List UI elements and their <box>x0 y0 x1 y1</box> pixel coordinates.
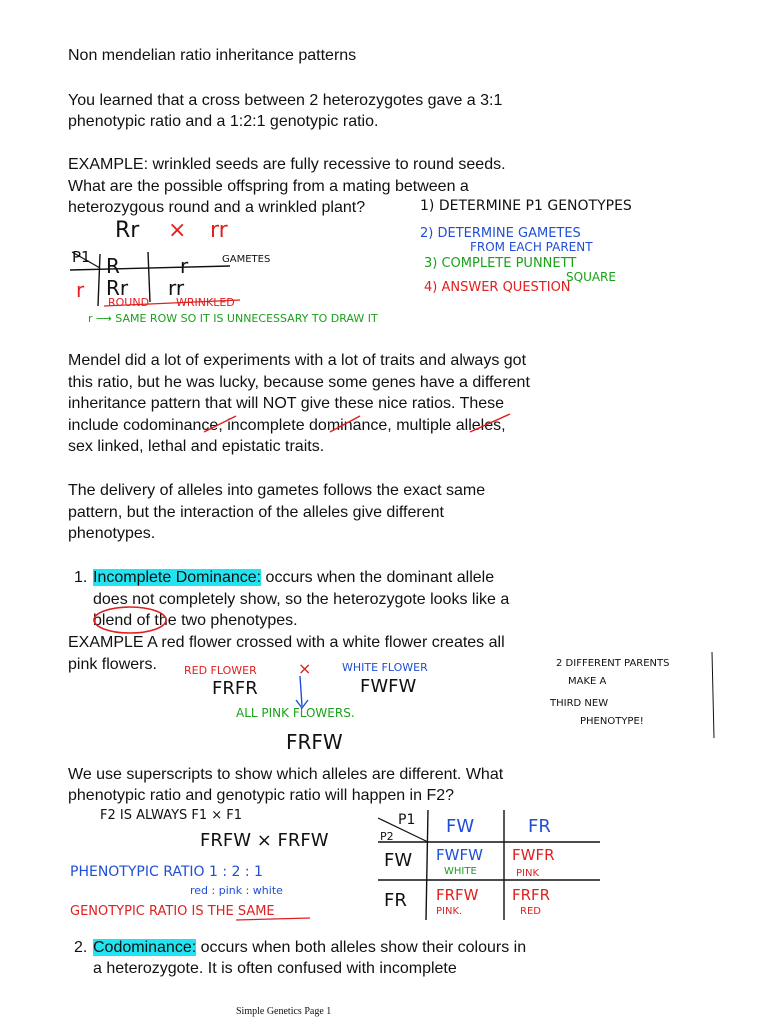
hand-round: ROUND <box>108 296 150 309</box>
grid-cell-pink-1: PINK <box>516 868 540 879</box>
mendel-line-5: sex linked, lethal and epistatic traits. <box>68 438 325 455</box>
item-1-line-3: blend of the two phenotypes. <box>93 612 298 629</box>
hand-cross-rr1: Rr <box>115 218 140 243</box>
hand-note-1: 2 DIFFERENT PARENTS <box>556 658 670 669</box>
hand-step-2b: FROM EACH PARENT <box>470 240 593 254</box>
example-line-3: heterozygous round and a wrinkled plant? <box>68 199 366 216</box>
hand-gamete-r: r <box>180 254 189 278</box>
punnett-2-vline-a <box>426 810 428 920</box>
mendel-line-4: include codominance, incomplete dominance, multiple alleles, <box>68 417 506 434</box>
item-2-line-2: a heterozygote. It is often confused with incomplete <box>93 960 457 977</box>
grid-cell-white: WHITE <box>444 866 477 877</box>
superscripts-line-2: phenotypic ratio and genotypic ratio will happen in F2? <box>68 787 455 804</box>
hand-step-4: 4) ANSWER QUESTION <box>424 280 571 295</box>
item-1-rest: occurs when the dominant allele <box>261 569 495 586</box>
hand-step-2a: 2) DETERMINE GAMETES <box>420 226 581 241</box>
hand-cross-rr2: rr <box>210 218 228 243</box>
item-1-example-2: pink flowers. <box>68 656 157 673</box>
hand-note-2: MAKE A <box>568 676 607 687</box>
hand-same-row: r ⟶ SAME ROW SO IT IS UNNECESSARY TO DRAW IT <box>88 312 378 325</box>
hand-gamete-R: R <box>106 254 120 278</box>
grid-row-fw: FW <box>384 850 413 871</box>
intro-line-1: You learned that a cross between 2 heterozygotes gave a 3:1 <box>68 92 503 109</box>
hand-step-3a: 3) COMPLETE PUNNETT <box>424 256 577 271</box>
grid-p2: P2 <box>380 830 394 843</box>
hand-cell-rr: rr <box>168 276 185 300</box>
grid-cell-red: RED <box>520 906 541 917</box>
hand-red-flower: RED FLOWER <box>184 664 257 677</box>
delivery-line-2: pattern, but the interaction of the alleles give different <box>68 504 444 521</box>
example-line-1: EXAMPLE: wrinkled seeds are fully recessive to round seeds. <box>68 156 506 173</box>
grid-cell-rw: FRFW <box>436 886 479 904</box>
superscripts-line-1: We use superscripts to show which alleles are different. What <box>68 766 504 783</box>
punnett-1-vline-b <box>148 252 150 302</box>
item-1-number: 1. <box>74 569 88 586</box>
item-2-number: 2. <box>74 939 88 956</box>
hand-f2-always: F2 IS ALWAYS F1 × F1 <box>100 808 243 823</box>
item-1-line-2: does not completely show, so the heterozygote looks like a <box>93 591 510 608</box>
hand-wrinkled: WRINKLED <box>176 296 235 309</box>
grid-col-fr: FR <box>528 816 551 837</box>
hand-note-4: PHENOTYPE! <box>580 716 644 727</box>
item-2-rest: occurs when both alleles show their colours in <box>196 939 527 956</box>
mendel-line-3: inheritance pattern that will NOT give these nice ratios. These <box>68 395 505 412</box>
grid-cell-wr: FWFR <box>512 846 555 864</box>
item-1-line-1 <box>93 567 494 589</box>
grid-cell-ww: FWFW <box>436 846 483 864</box>
grid-row-fr: FR <box>384 890 407 911</box>
hand-x2: × <box>298 659 312 678</box>
hand-ffrw: FRFW <box>286 730 343 754</box>
hand-white-flower: WHITE FLOWER <box>342 661 428 674</box>
hand-phen-ratio: PHENOTYPIC RATIO 1 : 2 : 1 <box>70 864 263 880</box>
grid-cell-pink-2: PINK. <box>436 906 463 917</box>
punnett-1-vline-a <box>98 254 100 306</box>
note-bracket <box>712 652 714 738</box>
grid-cell-rr: FRFR <box>512 886 551 904</box>
hand-step-3b: SQUARE <box>566 270 616 284</box>
page-footer: Simple Genetics Page 1 <box>236 1006 332 1017</box>
intro-line-2: phenotypic ratio and a 1:2:1 genotypic ratio. <box>68 113 379 130</box>
item-1-example-1: EXAMPLE A red flower crossed with a white flower creates all <box>68 634 505 651</box>
hand-step-1: 1) DETERMINE P1 GENOTYPES <box>420 198 632 214</box>
hand-side-r: r <box>76 278 85 302</box>
delivery-line-1: The delivery of alleles into gametes follows the exact same <box>68 482 486 499</box>
hand-note-3: THIRD NEW <box>550 698 609 709</box>
mendel-line-1: Mendel did a lot of experiments with a lot of traits and always got <box>68 352 527 369</box>
item-1-term: Incomplete Dominance: <box>93 569 262 586</box>
item-2-line-1 <box>93 937 526 959</box>
hand-p1: P1 <box>72 248 91 266</box>
punnett-1-hline <box>70 266 230 270</box>
arrow-down <box>296 676 308 708</box>
grid-p1: P1 <box>398 812 416 828</box>
hand-gen-ratio: GENOTYPIC RATIO IS THE SAME <box>70 904 275 919</box>
example-line-2: What are the possible offspring from a mating between a <box>68 178 469 195</box>
hand-all-pink: ALL PINK FLOWERS. <box>236 706 355 720</box>
hand-cross-x: × <box>168 218 187 243</box>
delivery-line-3: phenotypes. <box>68 525 156 542</box>
hand-gametes-label: GAMETES <box>222 254 271 265</box>
hand-cell-Rr: Rr <box>106 276 129 300</box>
hand-ffr: FRFR <box>212 678 258 699</box>
mendel-line-2: this ratio, but he was lucky, because some genes have a different <box>68 374 530 391</box>
hand-ffw: FWFW <box>360 676 417 697</box>
grid-col-fw: FW <box>446 816 475 837</box>
page-title: Non mendelian ratio inheritance patterns <box>68 47 357 64</box>
hand-cross-f1: FRFW × FRFW <box>200 830 329 851</box>
hand-phen-key: red : pink : white <box>190 884 283 897</box>
item-2-term: Codominance: <box>93 939 197 956</box>
